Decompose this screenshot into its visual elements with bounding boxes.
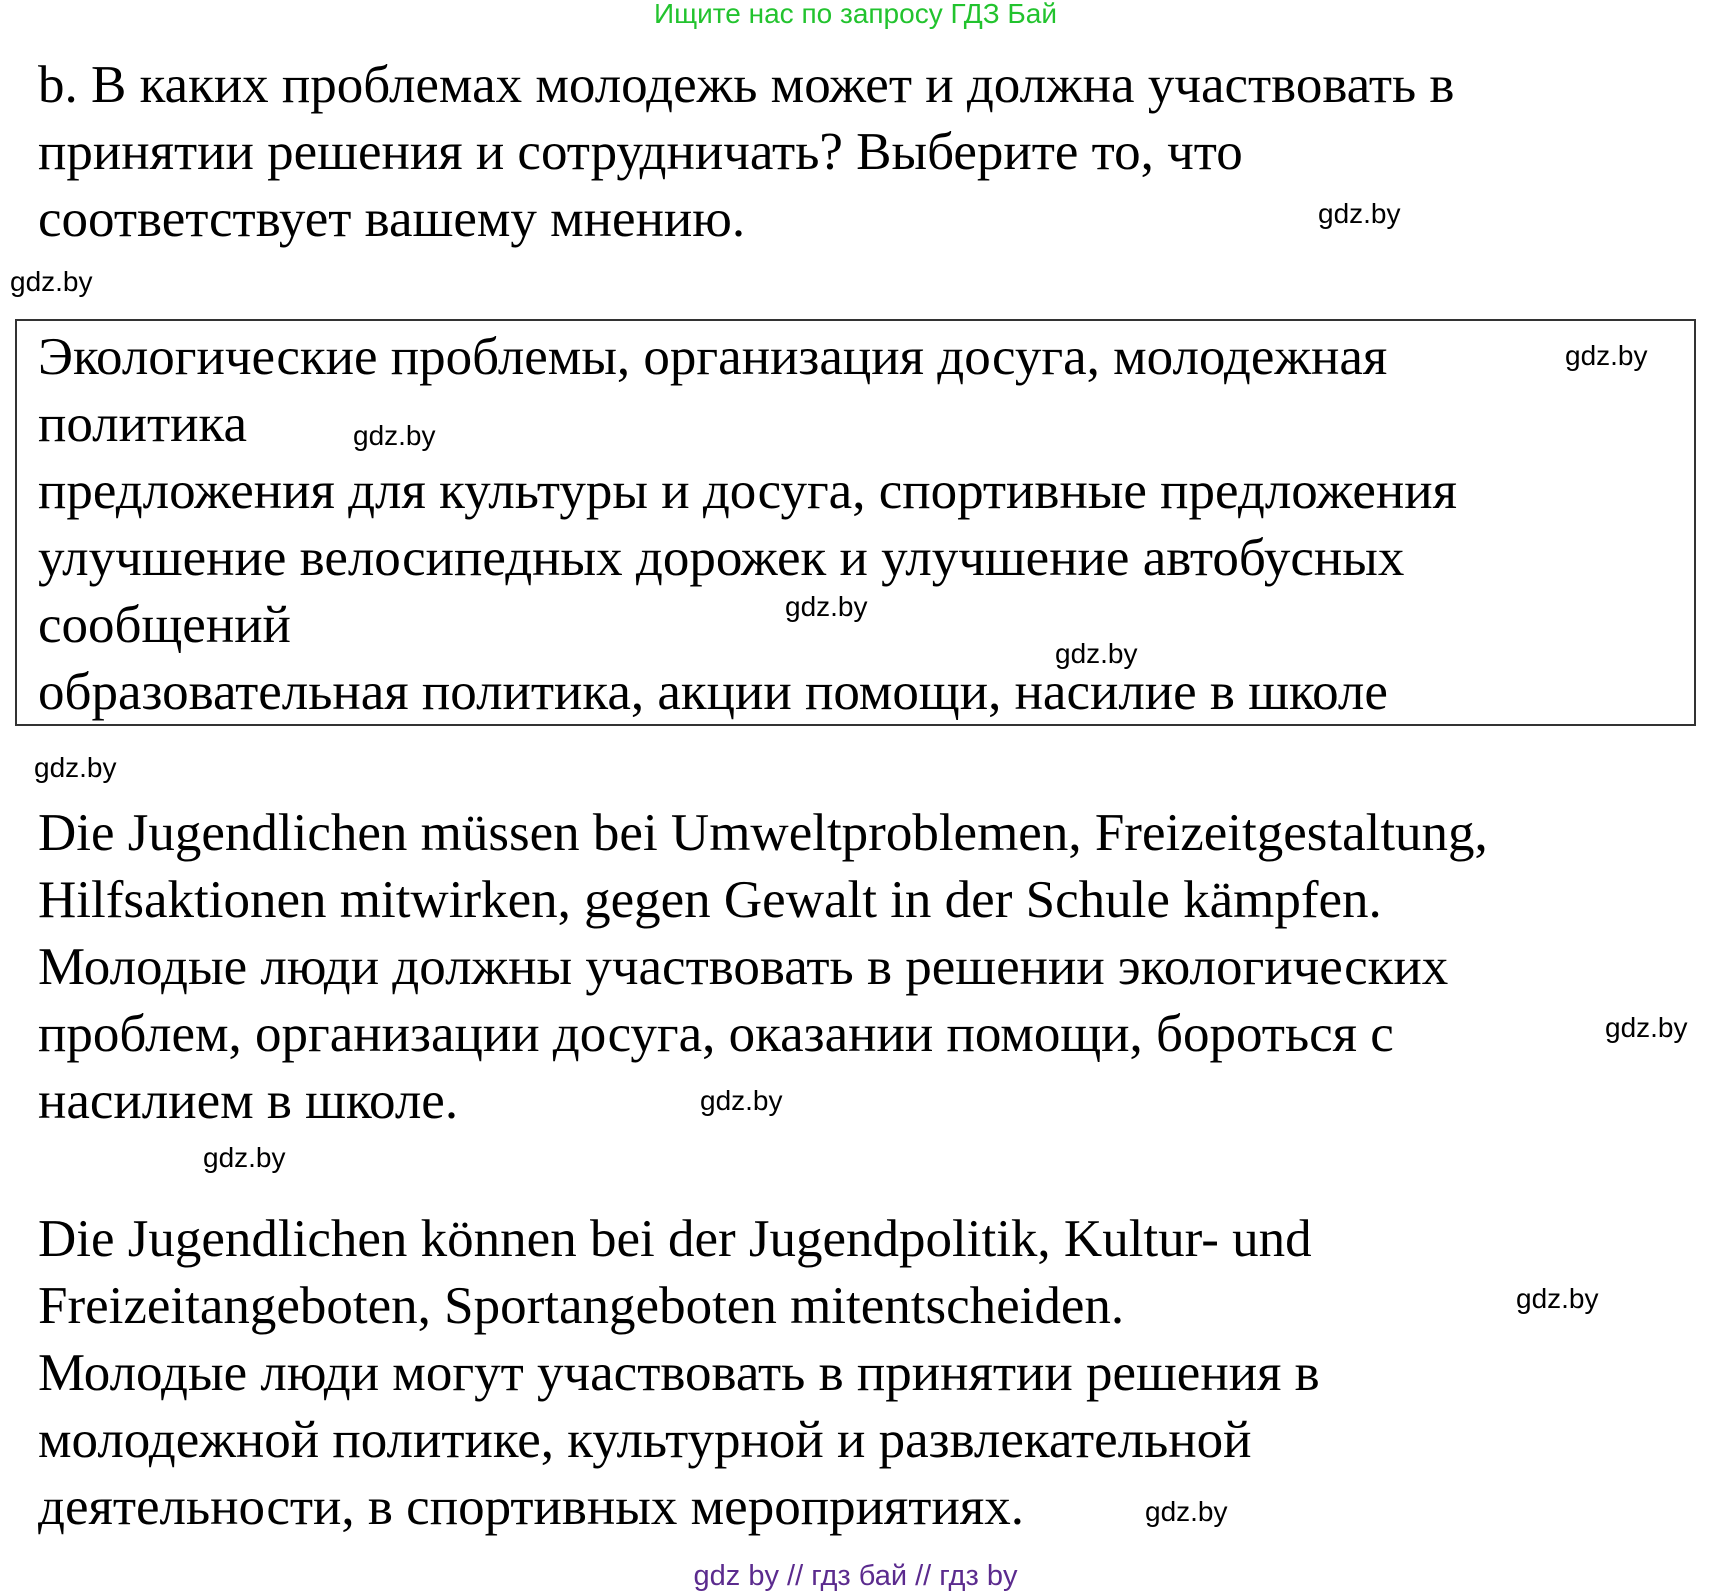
watermark: gdz.by (34, 752, 117, 783)
answer2-line-3: Молодые люди могут участвовать в принятии решения в (38, 1344, 1320, 1402)
watermark: gdz.by (1145, 1496, 1228, 1527)
watermark: gdz.by (353, 420, 436, 451)
option-line-5: сообщений (38, 596, 291, 654)
option-line-3: предложения для культуры и досуга, спортивные предложения (38, 462, 1458, 520)
question-line-2: принятии решения и сотрудничать? Выберите то, что (38, 123, 1243, 181)
answer2-line-5: деятельности, в спортивных мероприятиях. (38, 1478, 1024, 1536)
option-line-6: образовательная политика, акции помощи, насилие в школе (38, 663, 1388, 721)
option-line-4: улучшение велосипедных дорожек и улучшение автобусных (38, 529, 1405, 587)
footer-watermark: gdz by // гдз бай // гдз by (693, 1560, 1018, 1592)
answer2-line-4: молодежной политике, культурной и развлекательной (38, 1411, 1252, 1469)
watermark: gdz.by (1055, 638, 1138, 669)
question-line-1: b. В каких проблемах молодежь может и должна участвовать в (38, 56, 1455, 114)
watermark: gdz.by (1516, 1283, 1599, 1314)
watermark: gdz.by (700, 1085, 783, 1116)
answer2-line-1: Die Jugendlichen können bei der Jugendpolitik, Kultur- und (38, 1210, 1312, 1268)
question-line-3: соответствует вашему мнению. (38, 190, 746, 248)
answer1-line-4: проблем, организации досуга, оказании помощи, бороться с (38, 1005, 1394, 1063)
option-line-2: политика (38, 395, 247, 453)
watermark: gdz.by (785, 591, 868, 622)
answer1-line-5: насилием в школе. (38, 1072, 459, 1130)
option-line-1: Экологические проблемы, организация досуга, молодежная (38, 328, 1388, 386)
answer1-line-2: Hilfsaktionen mitwirken, gegen Gewalt in der Schule kämpfen. (38, 871, 1382, 929)
answer2-line-2: Freizeitangeboten, Sportangeboten mitentscheiden. (38, 1277, 1125, 1335)
watermark: gdz.by (10, 266, 93, 297)
watermark: gdz.by (1605, 1012, 1688, 1043)
answer1-line-1: Die Jugendlichen müssen bei Umweltproblemen, Freizeitgestaltung, (38, 804, 1488, 862)
watermark: gdz.by (1318, 198, 1401, 229)
top-banner: Ищите нас по запросу ГДЗ Бай (653, 0, 1058, 29)
answer1-line-3: Молодые люди должны участвовать в решении экологических (38, 938, 1449, 996)
watermark: gdz.by (203, 1142, 286, 1173)
watermark: gdz.by (1565, 340, 1648, 371)
